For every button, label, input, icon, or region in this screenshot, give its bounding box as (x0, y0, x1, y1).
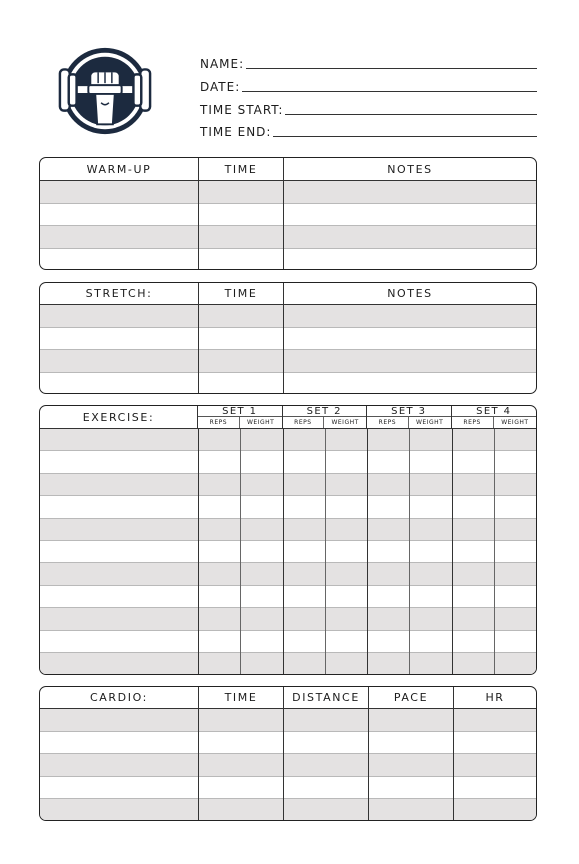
table-row[interactable] (40, 586, 536, 608)
reps-label: REPS (198, 417, 240, 428)
cardio-distance-header: DISTANCE (284, 687, 369, 709)
time-start-label: TIME START: (200, 103, 284, 117)
cardio-header: CARDIO: (40, 687, 199, 709)
table-row[interactable] (40, 799, 536, 821)
warmup-notes-header: NOTES (284, 158, 536, 181)
set-4-header: SET 4 (452, 406, 537, 417)
column-divider (198, 181, 199, 269)
table-row[interactable] (40, 732, 536, 755)
exercise-table (39, 405, 537, 675)
table-row[interactable] (40, 541, 536, 563)
exercise-header: EXERCISE: (40, 406, 198, 428)
column-divider (367, 429, 368, 675)
set-1-header: SET 1 (198, 406, 282, 417)
table-row[interactable] (40, 204, 536, 227)
set-2-header: SET 2 (283, 406, 367, 417)
column-divider (283, 181, 284, 269)
column-divider (198, 709, 199, 820)
column-divider (452, 429, 453, 675)
stretch-time-header: TIME (199, 283, 284, 305)
weight-label: WEIGHT (331, 419, 359, 426)
table-row[interactable] (40, 328, 536, 351)
stretch-notes-header: NOTES (284, 283, 536, 305)
time-start-line (285, 113, 537, 115)
table-row[interactable] (40, 631, 536, 653)
table-row[interactable] (40, 754, 536, 777)
table-row[interactable] (40, 563, 536, 585)
column-divider (283, 709, 284, 820)
table-row[interactable] (40, 305, 536, 328)
cardio-time-header: TIME (199, 687, 284, 709)
weight-label: WEIGHT (501, 419, 529, 426)
weight-label: WEIGHT (415, 419, 444, 426)
time-end-field[interactable] (200, 121, 537, 139)
table-row[interactable] (40, 451, 536, 473)
table-row[interactable] (40, 429, 536, 451)
set-3-header: SET 3 (367, 406, 451, 417)
column-divider (494, 429, 495, 675)
name-line (246, 67, 537, 69)
column-divider (325, 429, 326, 675)
reps-label: REPS (283, 417, 325, 428)
name-label: NAME: (200, 57, 245, 71)
warmup-table (39, 157, 537, 270)
table-row[interactable] (40, 496, 536, 518)
column-divider (283, 429, 284, 675)
stretch-table (39, 282, 537, 394)
table-row[interactable] (40, 181, 536, 204)
cardio-table (39, 686, 537, 821)
date-field[interactable] (200, 76, 537, 94)
date-line (242, 90, 537, 92)
column-divider (409, 429, 410, 675)
column-divider (368, 709, 369, 820)
column-divider (453, 709, 454, 820)
time-end-label: TIME END: (200, 125, 272, 139)
table-row[interactable] (40, 777, 536, 800)
table-row[interactable] (40, 350, 536, 373)
stretch-header: STRETCH: (40, 283, 199, 305)
warmup-header: WARM-UP (40, 158, 199, 181)
reps-label: REPS (367, 417, 409, 428)
table-row[interactable] (40, 226, 536, 249)
reps-label: REPS (452, 417, 494, 428)
time-end-line (273, 135, 537, 137)
table-row[interactable] (40, 373, 536, 395)
weight-label: WEIGHT (246, 419, 275, 426)
time-start-field[interactable] (200, 99, 537, 117)
name-field[interactable] (200, 53, 537, 71)
column-divider (198, 429, 199, 675)
table-row[interactable] (40, 249, 536, 271)
table-row[interactable] (40, 653, 536, 675)
column-divider (240, 429, 241, 675)
cardio-hr-header: HR (454, 687, 536, 709)
table-row[interactable] (40, 474, 536, 496)
column-divider (198, 305, 199, 393)
fist-dumbbell-icon (56, 42, 154, 140)
table-row[interactable] (40, 709, 536, 732)
cardio-pace-header: PACE (369, 687, 454, 709)
table-row[interactable] (40, 519, 536, 541)
warmup-time-header: TIME (199, 158, 284, 181)
table-row[interactable] (40, 608, 536, 630)
column-divider (283, 305, 284, 393)
exercise-body (40, 429, 536, 675)
date-label: DATE: (200, 80, 241, 94)
